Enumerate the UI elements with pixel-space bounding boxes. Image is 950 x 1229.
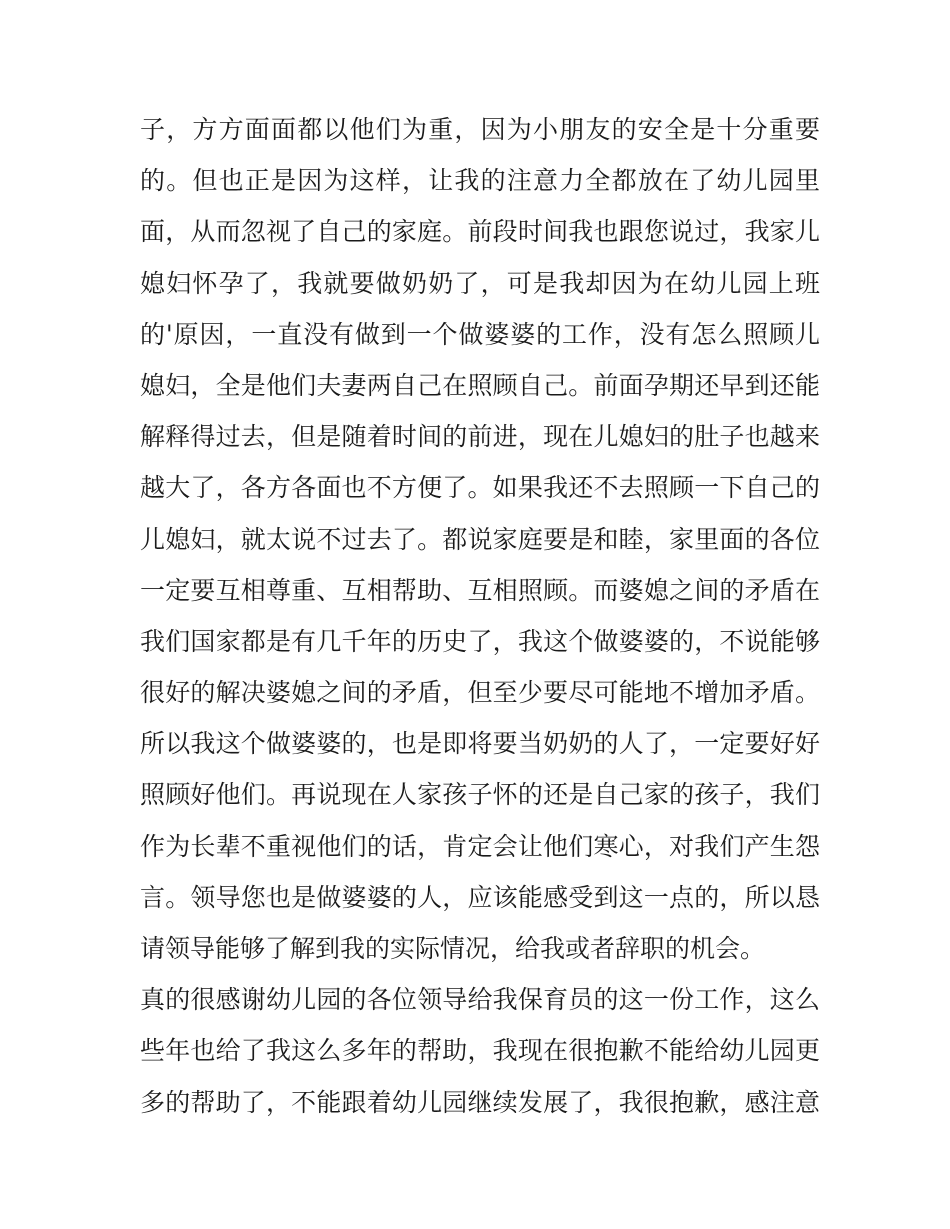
text-line: 一定要互相尊重、互相帮助、互相照顾。而婆媳之间的矛盾在: [140, 575, 820, 605]
text-line: 解释得过去，但是随着时间的前进，现在儿媳妇的肚子也越来: [140, 422, 820, 452]
text-line: 我们国家都是有几千年的历史了，我这个做婆婆的，不说能够: [140, 626, 820, 656]
text-line: 所以我这个做婆婆的，也是即将要当奶奶的人了，一定要好好: [140, 729, 820, 759]
text-line: 越大了，各方各面也不方便了。如果我还不去照顾一下自己的: [140, 473, 820, 503]
text-line: 言。领导您也是做婆婆的人，应该能感受到这一点的，所以恳: [140, 882, 820, 912]
text-line: 的'原因，一直没有做到一个做婆婆的工作，没有怎么照顾儿: [140, 319, 820, 349]
text-line: 的。但也正是因为这样，让我的注意力全都放在了幼儿园里: [140, 166, 820, 196]
text-line: 多的帮助了，不能跟着幼儿园继续发展了，我很抱歉，感注意: [140, 1087, 820, 1117]
text-line: 作为长辈不重视他们的话，肯定会让他们寒心，对我们产生怨: [140, 831, 820, 861]
text-line: 儿媳妇，就太说不过去了。都说家庭要是和睦，家里面的各位: [140, 524, 820, 554]
text-line: 媳妇，全是他们夫妻两自己在照顾自己。前面孕期还早到还能: [140, 370, 820, 400]
text-line: 真的很感谢幼儿园的各位领导给我保育员的这一份工作，这么: [140, 985, 820, 1015]
text-line: 面，从而忽视了自己的家庭。前段时间我也跟您说过，我家儿: [140, 217, 820, 247]
body-text: [140, 104, 820, 1128]
paragraph-end-line: 请领导能够了解到我的实际情况，给我或者辞职的机会。: [140, 934, 766, 963]
text-line: 些年也给了我这么多年的帮助，我现在很抱歉不能给幼儿园更: [140, 1036, 820, 1066]
text-line: 媳妇怀孕了，我就要做奶奶了，可是我却因为在幼儿园上班: [140, 268, 820, 298]
text-line: 很好的解决婆媳之间的矛盾，但至少要尽可能地不增加矛盾。: [140, 678, 820, 708]
text-line: 子，方方面面都以他们为重，因为小朋友的安全是十分重要: [140, 115, 820, 144]
text-line: 照顾好他们。再说现在人家孩子怀的还是自己家的孩子，我们: [140, 780, 820, 810]
